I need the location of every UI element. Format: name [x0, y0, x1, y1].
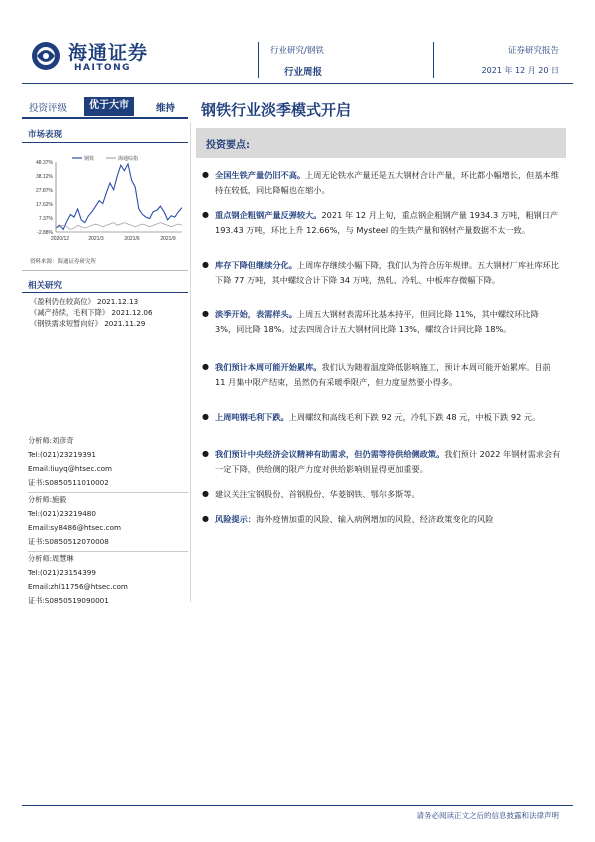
- market-chart: [22, 150, 188, 250]
- y-tick-label: 17.62%: [36, 202, 53, 208]
- key-point: ● 上周吨钢毛利下跌。上周螺纹和高线毛利下跌 92 元，冷轧下跌 48 元，中板下跌 92 元。: [202, 412, 541, 422]
- analyst-name: 分析师:周慧琳: [28, 554, 74, 563]
- analyst-tel: Tel:(021)23154399: [28, 568, 96, 577]
- doc-type: 证券研究报告: [507, 46, 559, 56]
- key-point: ● 建议关注宝钢股份、首钢股份、华菱钢铁、鄂尔多斯等。: [202, 489, 420, 499]
- haitong-logo-icon: [30, 40, 62, 72]
- market-heading: 市场表现: [28, 130, 63, 140]
- analyst-block: [28, 434, 188, 608]
- series-line-1: [56, 223, 182, 230]
- market-source-divider: [22, 270, 188, 271]
- rating-bar: [22, 97, 188, 119]
- analyst-name: 分析师:刘彦奇: [28, 436, 74, 445]
- y-tick-label: 38.12%: [36, 174, 53, 180]
- footer-disclaimer[interactable]: 请务必阅读正文之后的信息披露和法律声明: [416, 811, 559, 820]
- header-vertical-divider-1: [258, 42, 259, 78]
- sidebar-divider: [190, 122, 191, 602]
- y-tick-label: 48.37%: [36, 160, 53, 166]
- market-heading-underline: [22, 142, 188, 143]
- header-vertical-divider-2: [433, 42, 434, 78]
- logo: [30, 38, 190, 80]
- key-point: ● 我们预计本周可能开始累库。我们认为随着温度降低影响施工，预计本周可能开始累库。目前 11 月集中限产结束，虽然仍有采暖季限产，但力度显然要小得多。: [202, 362, 551, 387]
- x-tick-label: 2021/6: [124, 236, 140, 242]
- related-heading-underline: [22, 292, 188, 293]
- related-item[interactable]: 《盈利仍在较高位》 2021.12.13: [30, 297, 139, 306]
- key-point: ● 库存下降但继续分化。上周库存继续小幅下降，我们认为符合历年规律。五大钢材厂库社库环比下降 77 万吨，其中螺纹合计下降 34 万吨，热轧、冷轧、中板库存微幅下降。: [202, 260, 559, 285]
- analyst-card: [28, 434, 188, 490]
- key-point: ● 我们预计中央经济会议精神有助需求，但仍需等待供给侧政策。我们预计 2022 年钢材需求会有一定下降，供给侧的限产力度对供给影响则显得更加重要。: [202, 449, 561, 474]
- analyst-email[interactable]: Email:sy8486@htsec.com: [28, 523, 121, 532]
- report-date: 2021 年 12 月 20 日: [481, 66, 559, 75]
- header-divider: [22, 83, 573, 84]
- logo-en: HAITONG: [74, 63, 132, 73]
- y-tick-label: 27.87%: [36, 188, 53, 194]
- rating-label: 投资评级: [29, 103, 68, 114]
- footer-divider: [22, 805, 573, 806]
- key-point: ● 淡季开始，表需样头。上周五大钢材表需环比基本持平，但同比降 11%，其中螺纹环比降 3%，同比降 18%。过去四周合计五大钢材同比降 13%，螺纹合计同比降 18%。: [202, 309, 539, 334]
- related-list: [30, 296, 190, 329]
- related-item[interactable]: 《减产持续，毛利下降》 2021.12.06: [30, 308, 153, 317]
- key-point: ● 全国生铁产量仍旧不高。上周无论铁水产量还是五大钢材合计产量，环比都小幅增长，但基本维持在较低，同比降幅也在缩小。: [202, 170, 559, 195]
- key-point: ● 重点钢企粗钢产量反弹较大。2021 年 12 月上旬，重点钢企粗钢产量 1934.3 万吨，粗钢日产 193.43 万吨，环比上升 12.66%，与 Mysteel 的生铁产量和钢材产量数据不太一致。: [202, 210, 559, 235]
- x-tick-label: 2020/12: [50, 236, 70, 242]
- report-category: 行业研究/钢铁: [270, 46, 324, 56]
- analyst-card: [28, 551, 188, 608]
- legend-label-steel: 钢铁: [84, 156, 95, 162]
- report-type: 行业周报: [284, 67, 323, 78]
- key-point: ● 风险提示：海外疫情加重的风险、输入病例增加的风险、经济政策变化的风险: [202, 514, 494, 524]
- page-title: 钢铁行业淡季模式开启: [201, 101, 352, 119]
- analyst-email[interactable]: Email:zhl11756@htsec.com: [28, 582, 128, 591]
- related-item[interactable]: 《钢铁需求短暂向好》 2021.11.29: [30, 319, 146, 328]
- legend-label-index: 海通综指: [118, 156, 139, 162]
- market-source: 资料来源：海通证券研究所: [30, 259, 97, 265]
- y-tick-label: 7.37%: [38, 216, 53, 222]
- series-line-0: [56, 164, 182, 230]
- analyst-cert: 证书:S0850512070008: [28, 537, 109, 546]
- analyst-email[interactable]: Email:liuyq@htsec.com: [28, 464, 113, 473]
- rating-value: 优于大市: [84, 97, 134, 116]
- x-tick-label: 2021/9: [160, 236, 176, 242]
- x-tick-label: 2021/3: [88, 236, 104, 242]
- analyst-tel: Tel:(021)23219480: [28, 509, 96, 518]
- related-heading: 相关研究: [28, 281, 63, 291]
- logo-cn: 海通证券: [68, 42, 149, 64]
- analyst-cert: 证书:S0850519090001: [28, 596, 109, 605]
- key-points-header: [196, 128, 566, 158]
- y-tick-label: -2.88%: [37, 230, 53, 236]
- analyst-cert: 证书:S0850511010002: [28, 478, 109, 487]
- analyst-name: 分析师:施毅: [28, 495, 67, 504]
- key-points-heading: 投资要点:: [206, 140, 250, 151]
- rating-action: 维持: [156, 103, 176, 114]
- analyst-card: [28, 492, 188, 549]
- analyst-tel: Tel:(021)23219391: [28, 450, 96, 459]
